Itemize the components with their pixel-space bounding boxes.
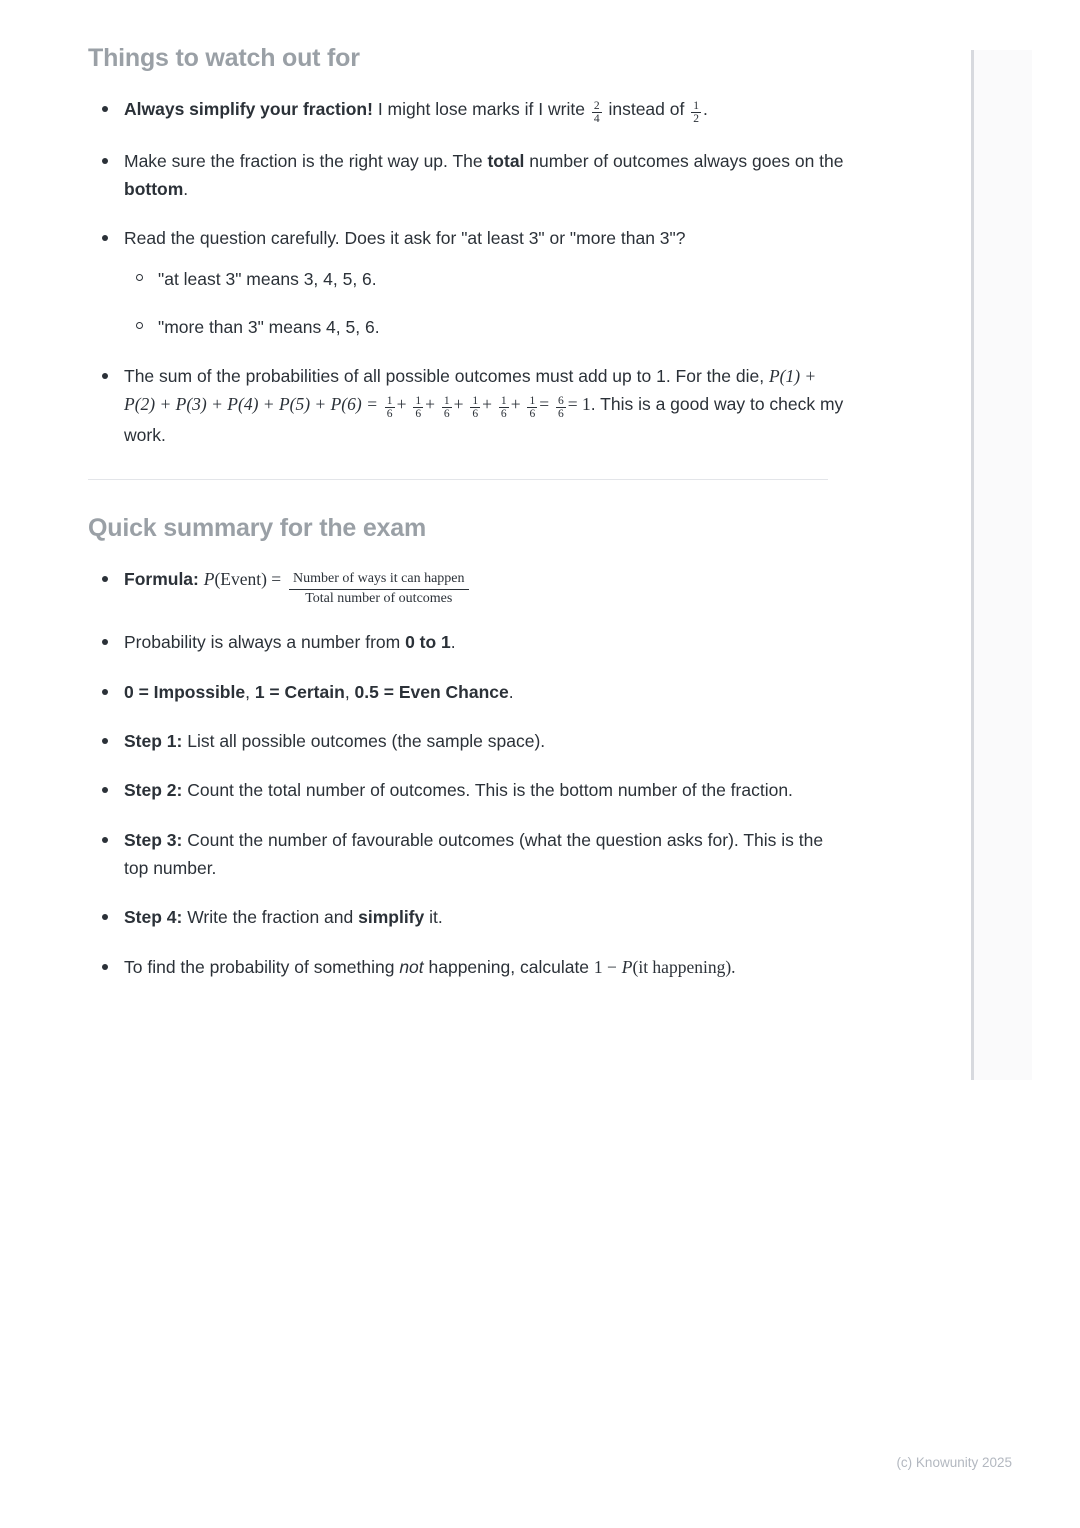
page-right-scroll-strip[interactable] [971,50,1032,1080]
list-item [88,565,848,607]
fraction-two-fourths: $\frac{2}{4}$ [593,100,600,126]
section-title-watch-out: Things to watch out for [88,44,360,72]
bullet-text: instead of [603,99,690,119]
math-p: P [203,568,215,589]
bullet-text: . [183,178,189,199]
bullet-text: . [508,681,514,702]
bullet-text: Write the fraction and [182,907,359,928]
equals-one: = 1 [567,393,591,414]
fraction-one-half: $\frac{1}{2}$ [693,100,699,126]
list-item [88,147,848,204]
bullet-text: List all possible outcomes (the sample space). [182,730,546,751]
bullet-text: it. [424,907,443,928]
bullet-strong: 1 = Certain [254,681,345,702]
plus-sign: + [510,393,521,414]
sub-list [124,265,848,341]
math-p: P [621,956,633,977]
copyright-footer: (c) Knowunity 2025 [896,1455,1012,1470]
bullet-strong: Always simplify your fraction! [124,99,373,119]
list-item [88,678,848,706]
bullet-strong: total [487,150,525,171]
bullet-strong: simplify [358,907,425,928]
bullet-text: . [703,99,708,119]
bullet-text: Count the total number of outcomes. This is the bottom number of the fraction. [182,780,793,801]
bullet-text: To find the probability of something [124,956,400,977]
sub-list-item: "at least 3" means 3, 4, 5, 6. [124,265,848,293]
bullet-text: , [344,681,355,702]
watch-out-list [88,95,848,449]
step-label: Step 1: [124,730,183,751]
plus-sign: + [425,393,435,414]
list-item [88,826,848,883]
bullet-text: happening, calculate [423,956,594,977]
bullet-text: Probability is always a number from [124,632,406,653]
fraction-six-sixths: $\frac{6}{6}$ [557,395,564,421]
bullet-text: I might lose marks if I write [372,99,590,119]
bullet-strong: 0 = Impossible [124,681,246,702]
bullet-strong: bottom [124,178,184,199]
section-title-quick-summary: Quick summary for the exam [88,513,426,542]
bullet-text: Make sure the fraction is the right way up. The [124,150,488,171]
bullet-text: The sum of the probabilities of all possible outcomes must add up to 1. For the die, [124,365,769,386]
fraction-one-sixth: $\frac{1}{6}$ [443,395,450,421]
fraction-one-sixth: $\frac{1}{6}$ [472,395,479,421]
sub-list-item: "more than 3" means 4, 5, 6. [124,313,848,341]
quick-summary-list [88,565,848,981]
bullet-text: , [245,681,255,702]
step-label: Step 3: [124,829,183,850]
list-item [88,776,848,804]
list-item [88,362,848,449]
equals-sign: = [539,393,550,414]
probability-sum-expression: P(1) + P(2) + P(3) + P(4) + P(5) + P(6) = [124,365,817,414]
plus-sign: + [453,393,464,414]
bullet-text: . This is a good way to check my work. [124,393,844,445]
list-item [88,903,848,931]
list-item [88,224,848,340]
plus-sign: + [482,393,493,414]
probability-formula-fraction: $\frac{\text{Number of ways it can happen}}{\text{Total number of outcomes}}$ [289,571,468,608]
bullet-strong: 0 to 1 [405,632,451,653]
step-label: Step 2: [124,780,183,801]
step-label: Step 4: [124,907,183,928]
math-one-minus: 1 − [593,956,617,977]
bullet-text: number of outcomes always goes on the [524,150,844,171]
list-item [88,95,848,126]
fraction-one-sixth: $\frac{1}{6}$ [386,395,393,421]
bullet-text: . [450,632,456,653]
section-divider [88,479,828,480]
list-item [88,953,848,981]
fraction-one-sixth: $\frac{1}{6}$ [500,395,507,421]
bullet-text: Read the question carefully. Does it ask for "at least 3" or "more than 3"? [124,228,686,249]
document-content [88,44,848,1002]
math-it-happening: (it happening). [632,956,736,977]
fraction-one-sixth: $\frac{1}{6}$ [415,395,422,421]
plus-sign: + [396,393,407,414]
bullet-strong: Formula: [124,568,199,589]
list-item [88,727,848,755]
bullet-strong: 0.5 = Even Chance [354,681,509,702]
fraction-one-sixth: $\frac{1}{6}$ [529,395,536,421]
bullet-text: Count the number of favourable outcomes (what the question asks for). This is the top number. [124,829,824,879]
math-event-equals: (Event) = [214,568,282,589]
list-item [88,628,848,656]
emphasis-not: not [399,956,424,977]
